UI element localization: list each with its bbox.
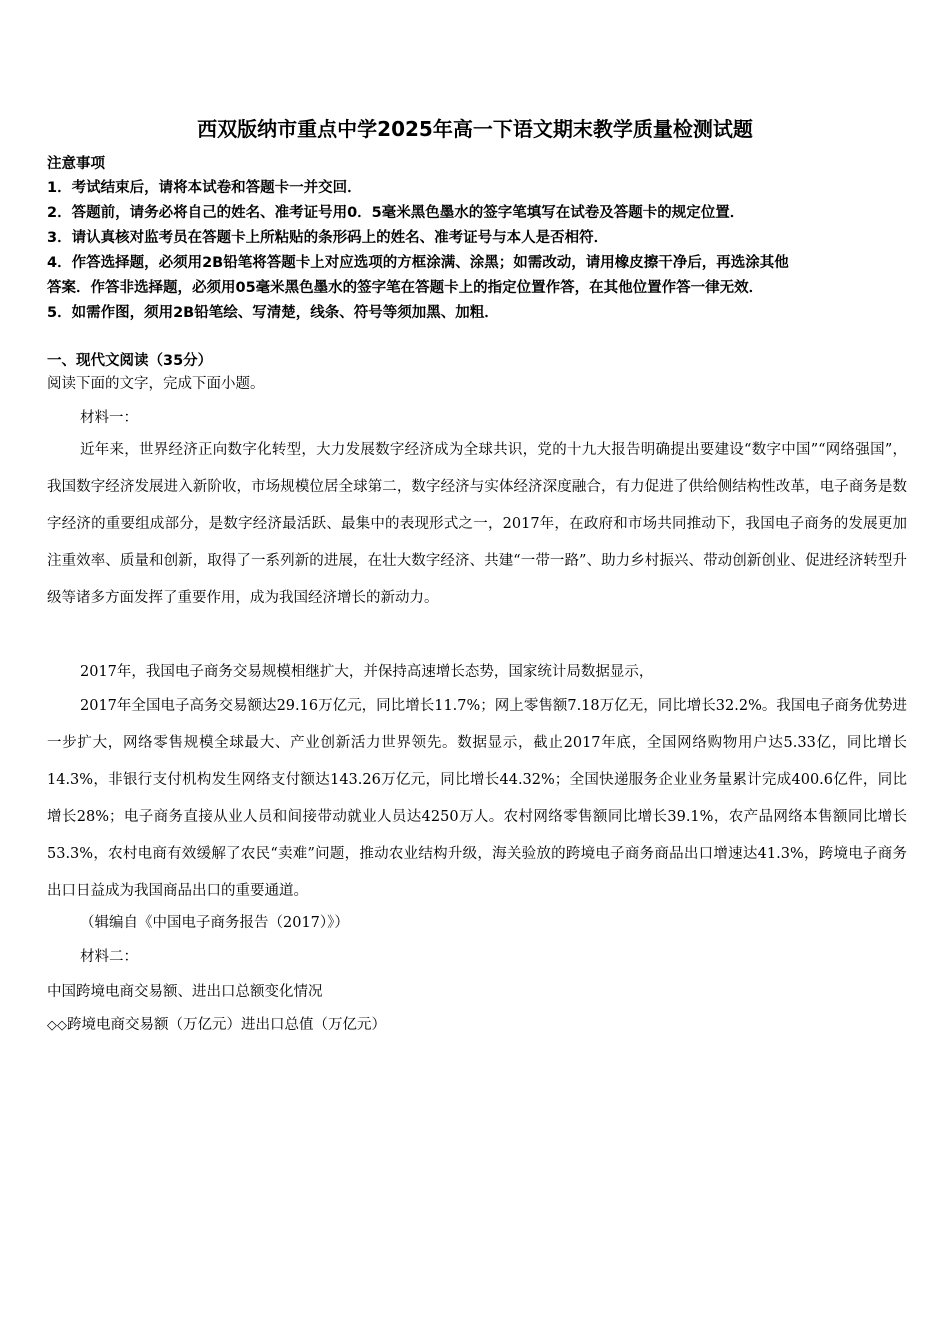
instruction-text: 阅读下面的文字，完成下面小题。: [47, 376, 265, 392]
notes-item: 答案．作答非选择题，必须用05毫米黑色墨水的签字笔在答题卡上的指定位置作答，在其他位置作答一律无效．: [47, 280, 764, 296]
material-one-label: 材料一：: [80, 410, 138, 426]
diamond-icon: ◇◇: [47, 1018, 67, 1033]
chart-title: 中国跨境电商交易额、进出口总额变化情况: [47, 984, 323, 1000]
section-heading: 一、现代文阅读（35分）: [47, 353, 213, 369]
paragraph-3: 2017年全国电子高务交易额达29.16万亿元，同比增长11.7%；网上零售额7.18万亿无，同比增长32.2%。我国电子商务优势进一步扩大，网络零售规模全球最大、产业创新活力世界领先。数据显示，截止2017年底，全国网络购物用户达5.33亿，同比增长14.3%，非银行支付机构发生网络支付额达143.26万亿元，同比增长44.32%；全国快递服务企业业务量累计完成400.6亿件，同比增长28%；电子商务直接从业人员和间接带动就业人员达4250万人。农村网络零售额同比增长39.1%，农产品网络本售额同比增长53.3%，农村电商有效缓解了农民“卖难”问题，推动农业结构升级，海关验放的跨境电子商务商品出口增速达41.3%，跨境电子商务出口日益成为我国商品出口的重要通道。: [47, 698, 907, 899]
notes-item: 2．答题前，请务必将自己的姓名、准考证号用0．5毫米黑色墨水的签字笔填写在试卷及答题卡的规定位置．: [47, 205, 745, 221]
notes-heading: 注意事项: [47, 156, 105, 172]
page-title: 西双版纳市重点中学2025年高一下语文期末教学质量检测试题: [197, 117, 753, 141]
material-two-label: 材料二：: [80, 949, 138, 965]
notes-item: 5．如需作图，须用2B铅笔绘、写清楚，线条、符号等须加黑、加粗．: [47, 305, 499, 321]
paragraph-1: 近年来，世界经济正向数字化转型，大力发展数字经济成为全球共识，党的十九大报告明确提出要建设“数字中国”“网络强国”，我国数字经济发展进入新阶收，市场规模位居全球第二，数字经济与实体经济深度融合，有力促进了供给侧结构性改革，电子商务是数字经济的重要组成部分，是数字经济最活跃、最集中的表现形式之一，2017年，在政府和市场共同推动下，我国电子商务的发展更加注重效率、质量和创新，取得了一系列新的进展，在壮大数字经济、共建“一带一路”、助力乡村振兴、带动创新创业、促进经济转型升级等诸多方面发挥了重要作用，成为我国经济增长的新动力。: [47, 442, 907, 606]
legend-text: 跨境电商交易额（万亿元）进出口总值（万亿元）: [67, 1017, 386, 1033]
notes-block: [47, 152, 917, 326]
notes-item: 4．作答选择题，必须用2B铅笔将答题卡上对应选项的方框涂满、涂黑；如需改动，请用橡皮擦干净后，再选涂其他: [47, 255, 789, 271]
notes-item: 1．考试结束后，请将本试卷和答题卡一并交回．: [47, 180, 362, 196]
paragraph-2: 2017年，我国电子商务交易规模相继扩大，并保持高速增长态势，国家统计局数据显示，: [80, 664, 654, 680]
notes-item: 3．请认真核对监考员在答题卡上所粘贴的条形码上的姓名、准考证号与本人是否相符．: [47, 230, 609, 246]
chart-legend: [47, 1014, 386, 1037]
source-citation: （辑编自《中国电子商务报告（2017）》）: [80, 915, 349, 931]
